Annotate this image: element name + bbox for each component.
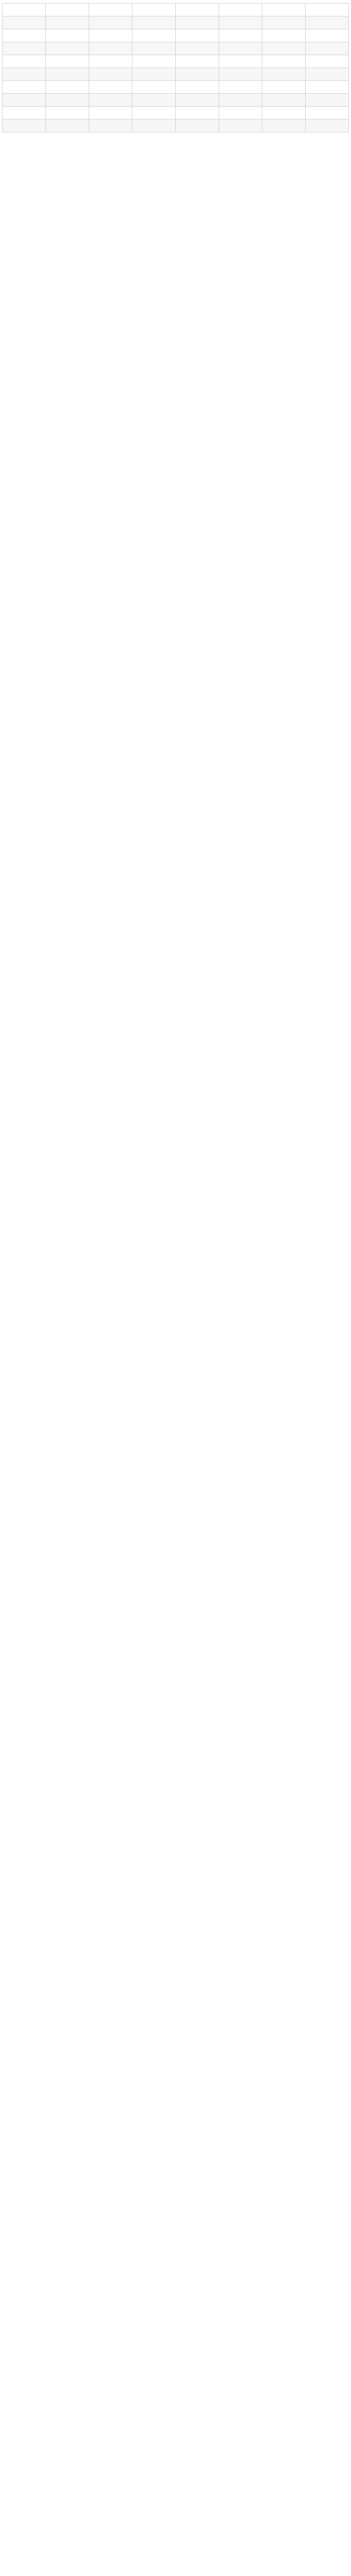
table-cell	[3, 81, 46, 94]
table-cell	[176, 29, 219, 42]
roster-body	[3, 4, 349, 132]
table-cell	[262, 4, 306, 16]
roster-table	[2, 3, 349, 132]
table-cell	[132, 107, 176, 120]
table-cell	[3, 29, 46, 42]
table-cell	[89, 120, 132, 132]
table-cell	[176, 120, 219, 132]
table-cell	[176, 68, 219, 81]
table-cell	[132, 55, 176, 68]
table-cell	[219, 81, 262, 94]
table-cell	[3, 120, 46, 132]
table-row	[3, 107, 349, 120]
table-cell	[46, 68, 89, 81]
table-cell	[219, 29, 262, 42]
table-cell	[176, 4, 219, 16]
table-row	[3, 55, 349, 68]
table-cell	[176, 81, 219, 94]
table-cell	[176, 55, 219, 68]
table-cell	[262, 55, 306, 68]
table-cell	[306, 68, 349, 81]
table-cell	[306, 42, 349, 55]
table-cell	[219, 16, 262, 29]
table-cell	[3, 42, 46, 55]
table-cell	[89, 55, 132, 68]
table-cell	[3, 55, 46, 68]
table-cell	[132, 16, 176, 29]
table-cell	[89, 107, 132, 120]
table-cell	[306, 55, 349, 68]
table-cell	[89, 16, 132, 29]
table-cell	[46, 16, 89, 29]
table-cell	[176, 16, 219, 29]
table-cell	[306, 81, 349, 94]
table-cell	[132, 120, 176, 132]
table-cell	[46, 29, 89, 42]
table-cell	[46, 120, 89, 132]
table-cell	[262, 29, 306, 42]
table-cell	[3, 16, 46, 29]
table-cell	[262, 107, 306, 120]
table-cell	[306, 120, 349, 132]
table-cell	[219, 94, 262, 107]
table-cell	[262, 120, 306, 132]
table-row	[3, 120, 349, 132]
table-cell	[262, 81, 306, 94]
table-cell	[3, 68, 46, 81]
table-cell	[176, 94, 219, 107]
table-row	[3, 4, 349, 16]
table-cell	[306, 29, 349, 42]
table-row	[3, 68, 349, 81]
table-cell	[132, 42, 176, 55]
table-cell	[262, 94, 306, 107]
table-cell	[306, 16, 349, 29]
table-cell	[219, 68, 262, 81]
table-cell	[132, 94, 176, 107]
table-cell	[262, 68, 306, 81]
table-cell	[46, 81, 89, 94]
table-cell	[89, 29, 132, 42]
table-cell	[3, 94, 46, 107]
table-cell	[132, 29, 176, 42]
table-row	[3, 42, 349, 55]
table-cell	[89, 42, 132, 55]
table-cell	[262, 16, 306, 29]
table-cell	[46, 42, 89, 55]
table-cell	[176, 107, 219, 120]
table-cell	[3, 107, 46, 120]
table-cell	[46, 94, 89, 107]
table-row	[3, 81, 349, 94]
table-cell	[89, 68, 132, 81]
table-cell	[46, 4, 89, 16]
table-cell	[3, 4, 46, 16]
table-cell	[89, 94, 132, 107]
table-cell	[262, 42, 306, 55]
table-cell	[132, 68, 176, 81]
table-cell	[132, 81, 176, 94]
table-row	[3, 94, 349, 107]
table-cell	[219, 4, 262, 16]
table-cell	[46, 107, 89, 120]
table-cell	[89, 81, 132, 94]
table-cell	[219, 107, 262, 120]
table-cell	[132, 4, 176, 16]
table-cell	[219, 120, 262, 132]
table-cell	[89, 4, 132, 16]
table-cell	[219, 42, 262, 55]
table-cell	[306, 107, 349, 120]
table-row	[3, 29, 349, 42]
table-cell	[219, 55, 262, 68]
table-cell	[306, 94, 349, 107]
table-cell	[46, 55, 89, 68]
table-row	[3, 16, 349, 29]
table-cell	[306, 4, 349, 16]
table-cell	[176, 42, 219, 55]
